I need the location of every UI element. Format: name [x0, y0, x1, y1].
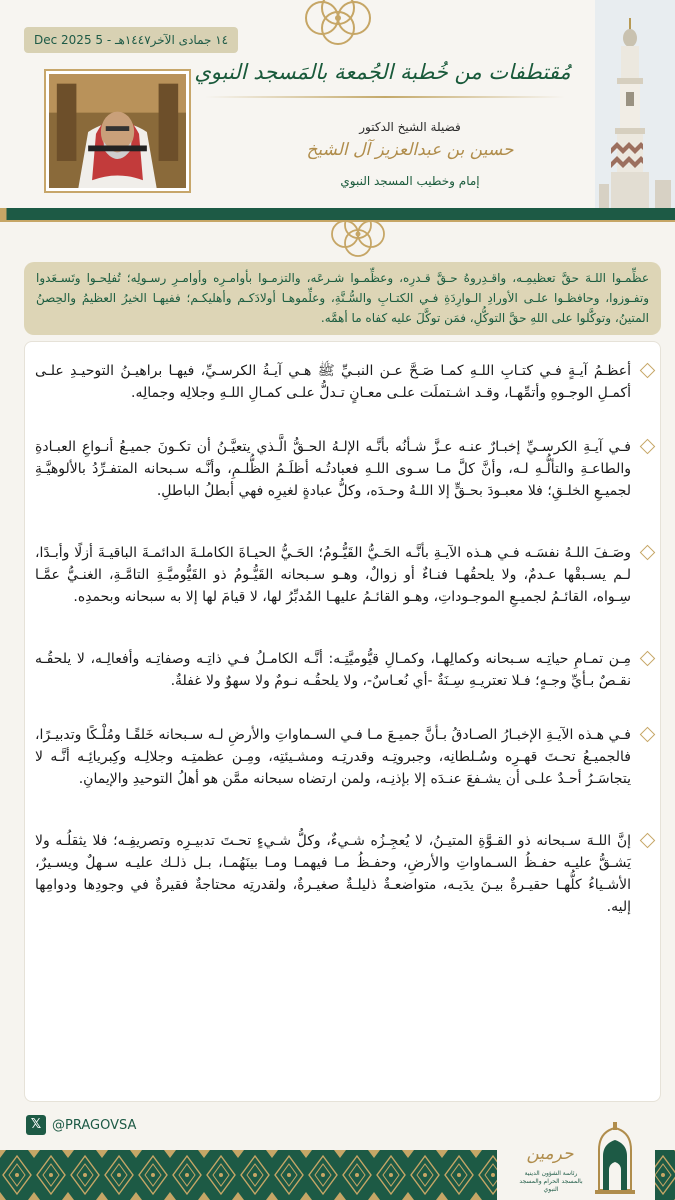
haramain-logo: [497, 1120, 655, 1200]
minaret-image: [595, 0, 675, 208]
title-divider: [205, 96, 565, 98]
handle-text: @PRAGOVSA: [52, 1117, 137, 1133]
list-item: [35, 724, 653, 790]
ornament-icon: [290, 0, 386, 52]
portrait-icon: [49, 74, 186, 188]
logo-subtitle: رئاسة الشؤون الدينية بالمسجد الحرام والمسجد النبوي: [519, 1170, 583, 1193]
paragraph-text: إنَّ اللـهَ سـبحانه ذو القـوَّةِ المتيـنُ، لا يُعجِـزُه شـيءٌ، وكلُّ شـيءٍ تحـتَ تدبيـرِه وتصريفِـه؛ فلا يثقلُـه ولا يَشـقُّ عليـه حفـظُ السـماواتِ والأرضِ، وحفـظُ مـا فيهمـا ومـا بينَهُمـا، بـل ذلـك عليـه سـهلٌ ويسـيرٌ، الأشـياءُ كلُّهـا حقيـرةٌ بيـنَ يدَيـه، متواضعـةٌ ذليلـةٌ صغيـرةٌ، ولقدرتِه محتاجةٌ فقيرةٌ في وجودِها ودوامِها إليه.: [35, 833, 631, 915]
logo-name: حرمين: [526, 1144, 574, 1164]
list-item: [35, 436, 653, 502]
diamond-bullet-icon: [640, 363, 656, 379]
paragraph-text: وصَـفَ اللـهُ نفسَـه فـي هـذه الآيـةِ بأنَّـه الحَـيُّ القَيُّـومُ؛ الحَـيُّ الحيـاةَ الكاملـةَ الدائمـةَ الباقيـةَ أزلًا وأبـدًا، لـم يسـبقْها عـدمٌ، ولا يلحقُهـا فنـاءٌ أو زوالٌ، وهـو سـبحانه القَيُّـومُ ذو القَيُّوميَّـةِ التامَّـةِ، الغنـيُّ عمَّـا سِـواه، القائـمُ لجميـعِ الموجـوداتِ، وهـو القائـمُ عليهـا المُدبِّرُ لها، لا قيامَ لها إلا به سبحانه وبحمدِه.: [35, 545, 631, 605]
diamond-bullet-icon: [640, 833, 656, 849]
list-item: [35, 542, 653, 608]
header: [0, 0, 675, 208]
sheikh-prefix: فضيلة الشيخ الدكتور: [359, 120, 461, 134]
ornament-icon: [320, 221, 396, 259]
paragraph-text: فـي آيـةِ الكرسـيِّ إخبـارٌ عنـه عـزَّ شـأنُه بأنَّـه الإلـهُ الحـقُّ الَّـذي يتعيَّـنُ أن تكـونَ جميـعُ أنـواعِ العبـادةِ والطاعـةِ والتألُّـهِ لـه، وأنَّ كلَّ مـا سـوى اللـهِ فعبادتُـه أظلَـمُ الظُّلـمِ، وأنَّـه سـبحانه المتفـرِّدُ بالألوهيَّـةِ لجميـعِ الخلـقِ؛ فلا معبـودَ بحـقٍّ إلا اللـهُ وحـدَه، وكلُّ عبادةٍ لغيرِه فهي أبطلُ الباطلِ.: [35, 439, 631, 499]
diamond-bullet-icon: [640, 651, 656, 667]
list-item: [35, 830, 653, 918]
paragraph-text: مِـن تمـامِ حياتِـه سـبحانه وكمالِهـا، وكمـالِ قيُّوميَّتِـه: أنَّـه الكامـلُ فـي ذاتِـه وصفاتِـه وأفعالِـه، لا يلحقُـه نقـصٌ بـأيِّ وجـهٍ؛ فـلا تعتريـهِ سِـنَةٌ -أي نُعـاسٌ-، ولا يلحقُـه نـومٌ ولا سهوٌ ولا غفلةٌ.: [35, 651, 631, 689]
header-band: [0, 208, 675, 220]
diamond-bullet-icon: [640, 439, 656, 455]
sheikh-name: حسين بن عبدالعزيز آل الشيخ: [306, 140, 514, 160]
minaret-icon: [595, 0, 675, 208]
sheikh-photo: [44, 69, 191, 193]
x-logo-icon: 𝕏: [26, 1115, 46, 1135]
intro-box: عظِّمـوا اللـهَ حقَّ تعظيمِـه، واقـدِروهُ حـقَّ قـدرِه، وعظِّمـوا شـرعَه، والتزمـوا بأوامـرِه وأوامـرِ رسـولِه؛ تُفلِحـوا وتَسـعَدوا وتفـوزوا، وحافظـوا علـى الأورادِ الـوارِدَةِ فـي الكتـابِ والسُّـنَّةِ، وعلِّموهـا أولادَكـم وأهليكـم؛ ففيهـا الخيرُ العظيمُ والحِصنُ المتينُ، وتوكَّلوا على اللهِ حقَّ التوكُّلِ، فمَن توكَّلَ عليه كفاه ما أهمَّه.: [24, 262, 661, 335]
social-handle[interactable]: [26, 1114, 136, 1136]
paragraph-text: فـي هـذه الآيـةِ الإخبـارُ الصـادقُ بـأنَّ جميـعَ مـا فـي السـماواتِ والأرضِ لـه سـبحانه خَلقًـا ومُلْـكًا وتدبيـرًا، فالجميـعُ تحـتَ قهـرِه وسُـلطانِه، وجبروتِـه وقدرتِـه ومشـيئتِه، ومِـن عظمتِـه وجلالِـه وكِبريائِـه أنَّـه لا يتجاسَـرُ أحـدٌ علـى أن يشـفعَ عنـدَه إلا بإذنِـه، ولمن ارتضاه سبحانه ممَّن هو أهلُ التوحيدِ والإيمانِ.: [35, 727, 631, 787]
page-title: مُقتطفات من خُطبة الجُمعة بالمَسجد النبوي: [194, 60, 571, 84]
date-badge: ١٤ جمادى الآخر١٤٤٧هـ - 5 Dec 2025: [24, 27, 238, 53]
list-item: [35, 648, 653, 692]
diamond-bullet-icon: [640, 545, 656, 561]
paragraph-text: أعظـمُ آيـةٍ فـي كتـابِ اللـهِ كمـا صَـحَّ عـن النبـيِّ ﷺ هـي آيـةُ الكرسـيِّ، فيهـا براهيـنُ التوحيـدِ علـى أكمـلِ الوجـوهِ وأتمِّهـا، وقـد اشـتملَت علـى معـانٍ تـدلُّ علـى كمـالِ اللـهِ وجلالِه وجمالِه.: [35, 363, 631, 401]
list-item: [35, 360, 653, 404]
diamond-bullet-icon: [640, 727, 656, 743]
content-card: [24, 341, 661, 1102]
sheikh-role: إمام وخطيب المسجد النبوي: [340, 174, 480, 188]
